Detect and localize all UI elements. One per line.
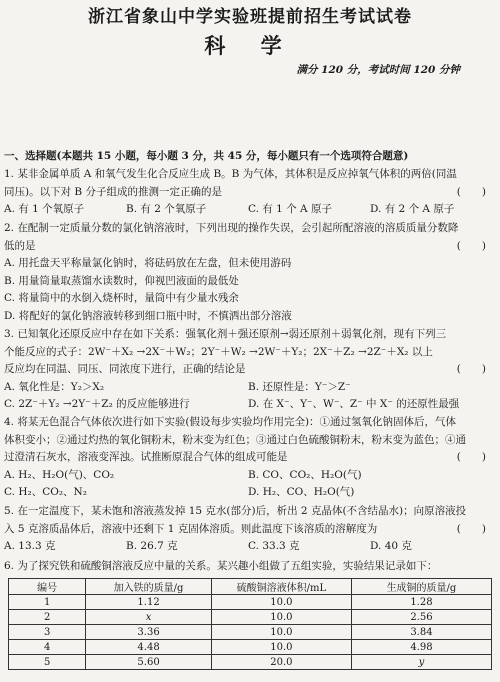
table-cell: 3.84 [351,625,491,640]
table-cell: 3 [9,625,86,640]
table-cell: x [86,610,212,625]
option-a: A. 13.3 克 [4,540,56,552]
question-5 [4,503,492,556]
table-cell: 3.36 [86,625,212,640]
question-6 [4,558,492,576]
table-cell: 4 [9,640,86,655]
question-2 [4,220,492,325]
question-text: 6. 为了探究铁和硫酸铜溶液反应中量的关系。某兴趣小组做了五组实验，实验结果记录如下： [4,560,438,572]
table-header-cell: 加入铁的质量/g [86,579,212,595]
answer-paren: ( ) [456,185,486,198]
option-d: D. 40 克 [370,540,412,552]
question-text: 入 5 克溶质晶体后，溶液中还剩下 1 克固体溶质。则此温度下该溶质的溶解度为 [4,522,378,535]
section-heading: 一、选择题(本题共 15 小题，每小题 3 分，共 45 分，每小题只有一个选项符合题意) [4,150,409,162]
option-c: C. 有 1 个 A 原子 [248,203,332,215]
option-b: B. 26.7 克 [126,540,178,552]
table-row [9,640,492,655]
question-text: 低的是 [4,239,36,252]
answer-paren: ( ) [456,522,486,535]
table-header-row [9,579,492,595]
table-cell: 5.60 [86,655,212,670]
option-a: A. 用托盘天平称量氯化钠时，将砝码放在左盘，但未使用游码 [4,257,292,269]
table-cell: 1.12 [86,595,212,610]
table-cell: 1.28 [351,595,491,610]
option-d: D. 将配好的氯化钠溶液转移到细口瓶中时，不慎洒出部分溶液 [4,309,292,322]
table-cell: 1 [9,595,86,610]
option-d: D. 在 X⁻、Y⁻、W⁻、Z⁻ 中 X⁻ 的还原性最强 [248,398,460,410]
question-text: 反应均在同温、同压、同浓度下进行，正确的结论是 [4,363,246,375]
table-cell: 4.48 [86,640,212,655]
table-cell: 5 [9,655,86,670]
table-cell: 2.56 [351,610,491,625]
option-a: A. H₂、H₂O(气)、CO₂ [4,468,115,481]
option-c: C. 2Z⁻＋Y₂ →2Y⁻＋Z₂ 的反应能够进行 [4,398,190,410]
exam-meta: 满分 120 分，考试时间 120 分钟 [296,64,460,76]
option-b: B. 有 2 个氧原子 [126,203,207,215]
option-d: D. 有 2 个 A 原子 [370,203,455,215]
exam-title: 浙江省象山中学实验班提前招生考试试卷 [88,7,412,27]
table-cell: y [351,655,491,670]
question-text: 2. 在配制一定质量分数的氯化钠溶液时，下列出现的操作失误，会引起所配溶液的溶质质量分数降 [4,222,459,234]
question-text: 体积变小；②通过灼热的氧化铜粉末，粉末变为红色；③通过白色硫酸铜粉末，粉末变为蓝色；④通 [4,433,466,446]
table-header-cell: 编号 [9,579,86,595]
option-a: A. 有 1 个氧原子 [4,203,85,215]
results-table [8,578,492,670]
question-3 [4,326,492,414]
answer-paren: ( ) [456,363,486,375]
table-cell: 10.0 [211,610,351,625]
table-cell: 10.0 [211,640,351,655]
option-b: B. CO、CO₂、H₂O(气) [248,468,362,481]
question-text: 过澄清石灰水，溶液变浑浊。试推断原混合气体的组成可能是 [4,451,288,463]
table-cell: 2 [9,610,86,625]
question-text: 5. 在一定温度下，某未饱和溶液蒸发掉 15 克水(部分)后，析出 2 克晶体(不含结晶水)；向原溶液投 [4,505,467,517]
option-b: B. 用量筒量取蒸馏水读数时，仰视凹液面的最低处 [4,274,239,287]
question-4 [4,414,492,502]
table-row [9,625,492,640]
answer-paren: ( ) [456,451,486,463]
table-cell: 20.0 [211,655,351,670]
option-d: D. H₂、CO、H₂O(气) [248,486,355,498]
question-1 [4,166,492,219]
option-c: C. 将量筒中的水倒入烧杯时，量筒中有少量水残余 [4,292,239,304]
table-cell: 10.0 [211,595,351,610]
question-text: 4. 将某无色混合气体依次进行如下实验(假设每步实验均作用完全)：①通过氢氧化钠固体后，气体 [4,416,457,428]
table-header-cell: 生成铜的质量/g [351,579,491,595]
table-row [9,595,492,610]
table-row [9,655,492,670]
question-text: 3. 已知氧化还原反应中存在如下关系：强氧化剂＋强还原剂→弱还原剂＋弱氧化剂，现有下列三 [4,328,447,340]
table-row [9,610,492,625]
question-text: 1. 某非金属单质 A 和氧气发生化合反应生成 B。B 为气体，其体积是反应掉氧气体积的两倍(同温 [4,168,457,180]
option-b: B. 还原性是：Y⁻＞Z⁻ [248,380,351,393]
table-header-cell: 硫酸铜溶液体积/mL [211,579,351,595]
option-a: A. 氧化性是：Y₂＞X₂ [4,380,105,393]
option-c: C. 33.3 克 [248,540,300,552]
subject-title: 科 学 [204,33,296,58]
answer-paren: ( ) [456,239,486,252]
option-c: C. H₂、CO₂、N₂ [4,486,87,498]
question-text: 同压)。以下对 B 分子组成的推测一定正确的是 [4,185,222,198]
question-text: 个能反应的式子：2W⁻＋X₂ →2X⁻＋W₂；2Y⁻＋W₂ →2W⁻＋Y₂；2X⁻＋Z₂ →2Z⁻＋X₂ 以上 [4,345,433,358]
table-cell: 4.98 [351,640,491,655]
table-cell: 10.0 [211,625,351,640]
